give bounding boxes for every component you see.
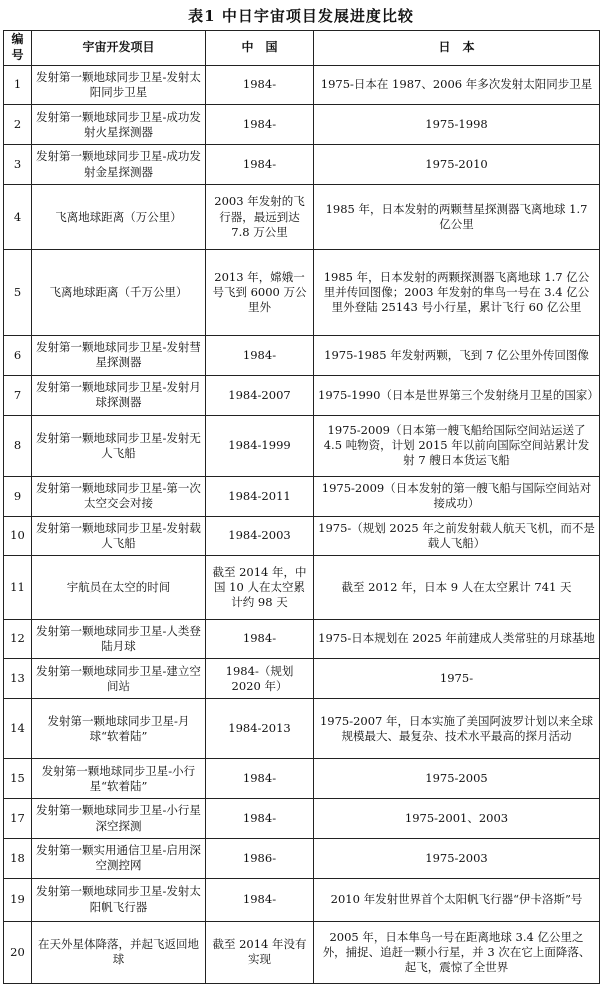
table-row	[4, 105, 600, 145]
table-row	[4, 799, 600, 839]
table-row	[4, 375, 600, 415]
row-number: 8	[4, 415, 32, 476]
table-title: 表1 中日宇宙项目发展进度比较	[188, 7, 414, 25]
row-japan: 2010 年发射世界首个太阳帆飞行器“伊卡洛斯”号	[314, 878, 600, 921]
row-china: 1984-2011	[206, 476, 314, 516]
row-number: 19	[4, 878, 32, 921]
row-number: 4	[4, 185, 32, 250]
row-japan: 1975-1990（日本是世界第三个发射绕月卫星的国家）	[314, 375, 600, 415]
row-project: 发射第一颗地球同步卫星-人类登陆月球	[32, 619, 206, 659]
row-china: 1984-（规划 2020 年）	[206, 659, 314, 699]
row-project: 发射第一颗地球同步卫星-成功发射金星探测器	[32, 145, 206, 185]
row-china: 1984-	[206, 759, 314, 799]
row-japan: 1975-2010	[314, 145, 600, 185]
row-number: 18	[4, 838, 32, 878]
row-project: 发射第一颗实用通信卫星-启用深空测控网	[32, 838, 206, 878]
row-japan: 1985 年，日本发射的两颗探测器飞离地球 1.7 亿公里并传回图像；2003 年发射的隼鸟一号在 3.4 亿公里外登陆 25143 号小行星，累计飞行 60 亿公里	[314, 250, 600, 336]
row-china: 2013 年，嫦娥一号飞到 6000 万公里外	[206, 250, 314, 336]
row-number: 7	[4, 375, 32, 415]
row-japan: 2005 年，日本隼鸟一号在距离地球 3.4 亿公里之外，捕捉、追赶一颗小行星，并 3 次在它上面降落、起飞，震惊了全世界	[314, 921, 600, 983]
row-number: 13	[4, 659, 32, 699]
header-china: 中 国	[206, 31, 314, 66]
row-china: 1984-2013	[206, 699, 314, 759]
row-china: 1984-	[206, 336, 314, 376]
row-project: 发射第一颗地球同步卫星-月球“软着陆”	[32, 699, 206, 759]
row-number: 6	[4, 336, 32, 376]
table-row	[4, 921, 600, 983]
row-number: 17	[4, 799, 32, 839]
row-china: 1984-	[206, 65, 314, 105]
table-row	[4, 878, 600, 921]
row-japan: 1975-日本规划在 2025 年前建成人类常驻的月球基地	[314, 619, 600, 659]
row-china: 2003 年发射的飞行器，最远到达 7.8 万公里	[206, 185, 314, 250]
row-project: 发射第一颗地球同步卫星-小行星深空探测	[32, 799, 206, 839]
row-project: 宇航员在太空的时间	[32, 556, 206, 619]
row-number: 1	[4, 65, 32, 105]
row-japan: 1975-2003	[314, 838, 600, 878]
row-number: 12	[4, 619, 32, 659]
row-number: 14	[4, 699, 32, 759]
row-number: 15	[4, 759, 32, 799]
row-project: 发射第一颗地球同步卫星-发射太阳帆飞行器	[32, 878, 206, 921]
row-project: 发射第一颗地球同步卫星-发射月球探测器	[32, 375, 206, 415]
row-japan: 1975-2007 年，日本实施了美国阿波罗计划以来全球规模最大、最复杂、技术水平最高的探月活动	[314, 699, 600, 759]
row-china: 1984-2007	[206, 375, 314, 415]
table-row	[4, 185, 600, 250]
row-japan: 1975-	[314, 659, 600, 699]
row-number: 3	[4, 145, 32, 185]
header-row	[4, 31, 600, 66]
row-number: 11	[4, 556, 32, 619]
row-japan: 1975-日本在 1987、2006 年多次发射太阳同步卫星	[314, 65, 600, 105]
row-japan: 1975-（规划 2025 年之前发射载人航天飞机，而不是载人飞船）	[314, 516, 600, 556]
row-project: 发射第一颗地球同步卫星-发射无人飞船	[32, 415, 206, 476]
row-project: 发射第一颗地球同步卫星-第一次太空交会对接	[32, 476, 206, 516]
header-japan: 日 本	[314, 31, 600, 66]
row-number: 5	[4, 250, 32, 336]
row-project: 在天外星体降落，并起飞返回地球	[32, 921, 206, 983]
row-number: 2	[4, 105, 32, 145]
row-project: 飞离地球距离（千万公里）	[32, 250, 206, 336]
row-china: 1984-2003	[206, 516, 314, 556]
row-china: 截至 2014 年没有实现	[206, 921, 314, 983]
row-china: 1984-	[206, 799, 314, 839]
row-japan: 1985 年，日本发射的两颗彗星探测器飞离地球 1.7 亿公里	[314, 185, 600, 250]
table-row	[4, 476, 600, 516]
table-body	[4, 65, 600, 983]
row-china: 1984-	[206, 878, 314, 921]
header-project: 宇宙开发项目	[32, 31, 206, 66]
row-japan: 1975-2005	[314, 759, 600, 799]
row-japan: 1975-1998	[314, 105, 600, 145]
row-project: 发射第一颗地球同步卫星-建立空间站	[32, 659, 206, 699]
row-number: 9	[4, 476, 32, 516]
row-project: 发射第一颗地球同步卫星-发射载人飞船	[32, 516, 206, 556]
row-number: 20	[4, 921, 32, 983]
row-project: 发射第一颗地球同步卫星-小行星“软着陆”	[32, 759, 206, 799]
table-row	[4, 619, 600, 659]
row-japan: 1975-2009（日本第一艘飞船给国际空间站运送了 4.5 吨物资，计划 2015 年以前向国际空间站累计发射 7 艘日本货运飞船	[314, 415, 600, 476]
row-japan: 1975-2001、2003	[314, 799, 600, 839]
row-japan: 截至 2012 年，日本 9 人在太空累计 741 天	[314, 556, 600, 619]
table-row	[4, 250, 600, 336]
table-row	[4, 65, 600, 105]
table-row	[4, 415, 600, 476]
row-china: 1984-	[206, 145, 314, 185]
row-japan: 1975-1985 年发射两颗，飞到 7 亿公里外传回图像	[314, 336, 600, 376]
table-row	[4, 556, 600, 619]
comparison-table	[3, 30, 600, 984]
row-project: 发射第一颗地球同步卫星-发射太阳同步卫星	[32, 65, 206, 105]
table-row	[4, 838, 600, 878]
table-row	[4, 145, 600, 185]
row-project: 飞离地球距离（万公里）	[32, 185, 206, 250]
table-row	[4, 516, 600, 556]
table-row	[4, 336, 600, 376]
row-china: 截至 2014 年，中国 10 人在太空累计约 98 天	[206, 556, 314, 619]
table-row	[4, 759, 600, 799]
row-project: 发射第一颗地球同步卫星-发射彗星探测器	[32, 336, 206, 376]
row-china: 1984-	[206, 619, 314, 659]
row-project: 发射第一颗地球同步卫星-成功发射火星探测器	[32, 105, 206, 145]
table-row	[4, 659, 600, 699]
row-china: 1986-	[206, 838, 314, 878]
row-japan: 1975-2009（日本发射的第一艘飞船与国际空间站对接成功）	[314, 476, 600, 516]
row-number: 10	[4, 516, 32, 556]
row-china: 1984-	[206, 105, 314, 145]
table-row	[4, 699, 600, 759]
header-number: 编号	[4, 31, 32, 66]
row-china: 1984-1999	[206, 415, 314, 476]
